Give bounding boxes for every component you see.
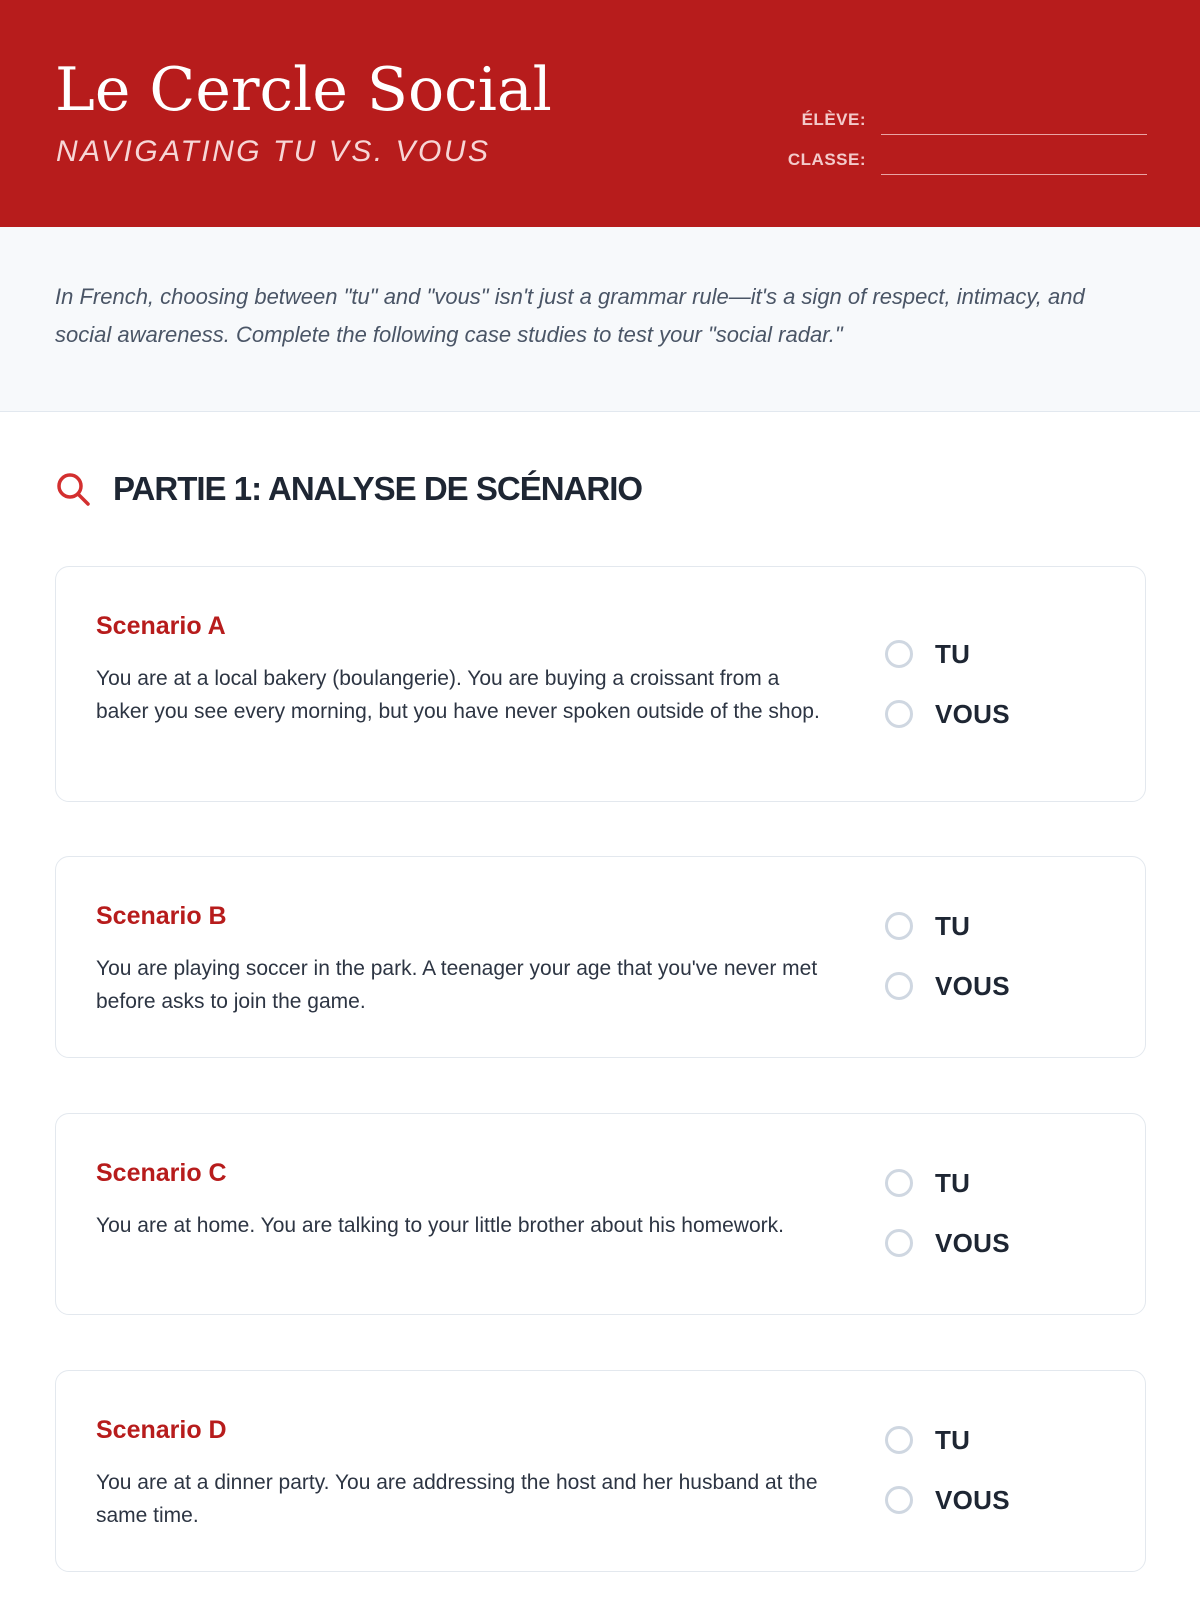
option-label: VOUS xyxy=(935,1227,1010,1258)
header-banner xyxy=(0,0,1200,227)
option-vous[interactable] xyxy=(885,697,1010,731)
option-vous[interactable] xyxy=(885,1483,1010,1517)
radio-button[interactable] xyxy=(885,700,913,728)
class-label: CLASSE: xyxy=(787,150,866,169)
radio-button[interactable] xyxy=(885,1229,913,1257)
radio-button[interactable] xyxy=(885,640,913,668)
radio-button[interactable] xyxy=(885,1486,913,1514)
section-title: PARTIE 1: ANALYSE DE SCÉNARIO xyxy=(113,470,643,507)
radio-button[interactable] xyxy=(885,912,913,940)
option-label: TU xyxy=(935,1424,971,1455)
option-label: VOUS xyxy=(935,698,1010,729)
class-field xyxy=(760,144,1148,178)
scenario-title: Scenario D xyxy=(96,1416,227,1444)
option-vous[interactable] xyxy=(885,969,1010,1003)
scenario-title: Scenario C xyxy=(96,1159,227,1187)
option-label: TU xyxy=(935,910,971,941)
option-tu[interactable] xyxy=(885,1423,970,1457)
student-name-label: ÉLÈVE: xyxy=(801,110,866,129)
scenario-card-b xyxy=(55,856,1146,1058)
scenario-text: You are at home. You are talking to your little brother about his homework. xyxy=(96,1214,784,1237)
option-vous[interactable] xyxy=(885,1226,1010,1260)
scenario-card-a xyxy=(55,566,1146,802)
option-tu[interactable] xyxy=(885,1166,970,1200)
scenario-title: Scenario B xyxy=(96,902,227,930)
radio-button[interactable] xyxy=(885,972,913,1000)
radio-button[interactable] xyxy=(885,1426,913,1454)
search-icon xyxy=(55,471,91,507)
radio-button[interactable] xyxy=(885,1169,913,1197)
scenario-card-d xyxy=(55,1370,1146,1572)
scenario-title: Scenario A xyxy=(96,612,226,640)
intro-text: In French, choosing between "tu" and "vous" isn't just a grammar rule—it's a sign of respect, intimacy, and social awareness. Complete the following case studies to test your "social radar." xyxy=(55,284,1085,347)
section-heading xyxy=(55,467,642,511)
option-tu[interactable] xyxy=(885,637,970,671)
option-label: TU xyxy=(935,1167,971,1198)
scenario-text: You are playing soccer in the park. A teenager your age that you've never met before asks to join the game. xyxy=(96,957,818,1013)
student-name-input[interactable] xyxy=(881,104,1147,135)
option-label: VOUS xyxy=(935,1484,1010,1515)
page-title: Le Cercle Social xyxy=(55,55,552,125)
class-input[interactable] xyxy=(881,144,1147,175)
page-subtitle: NAVIGATING TU VS. VOUS xyxy=(56,135,491,168)
scenario-text: You are at a local bakery (boulangerie). You are buying a croissant from a baker you see every morning, but you have never spoken outside of the shop. xyxy=(96,667,820,723)
student-name-field xyxy=(760,104,1148,138)
option-label: TU xyxy=(935,638,971,669)
option-label: VOUS xyxy=(935,970,1010,1001)
intro-panel xyxy=(0,227,1200,412)
option-tu[interactable] xyxy=(885,909,970,943)
scenario-card-c xyxy=(55,1113,1146,1315)
scenario-text: You are at a dinner party. You are addressing the host and her husband at the same time. xyxy=(96,1471,818,1527)
